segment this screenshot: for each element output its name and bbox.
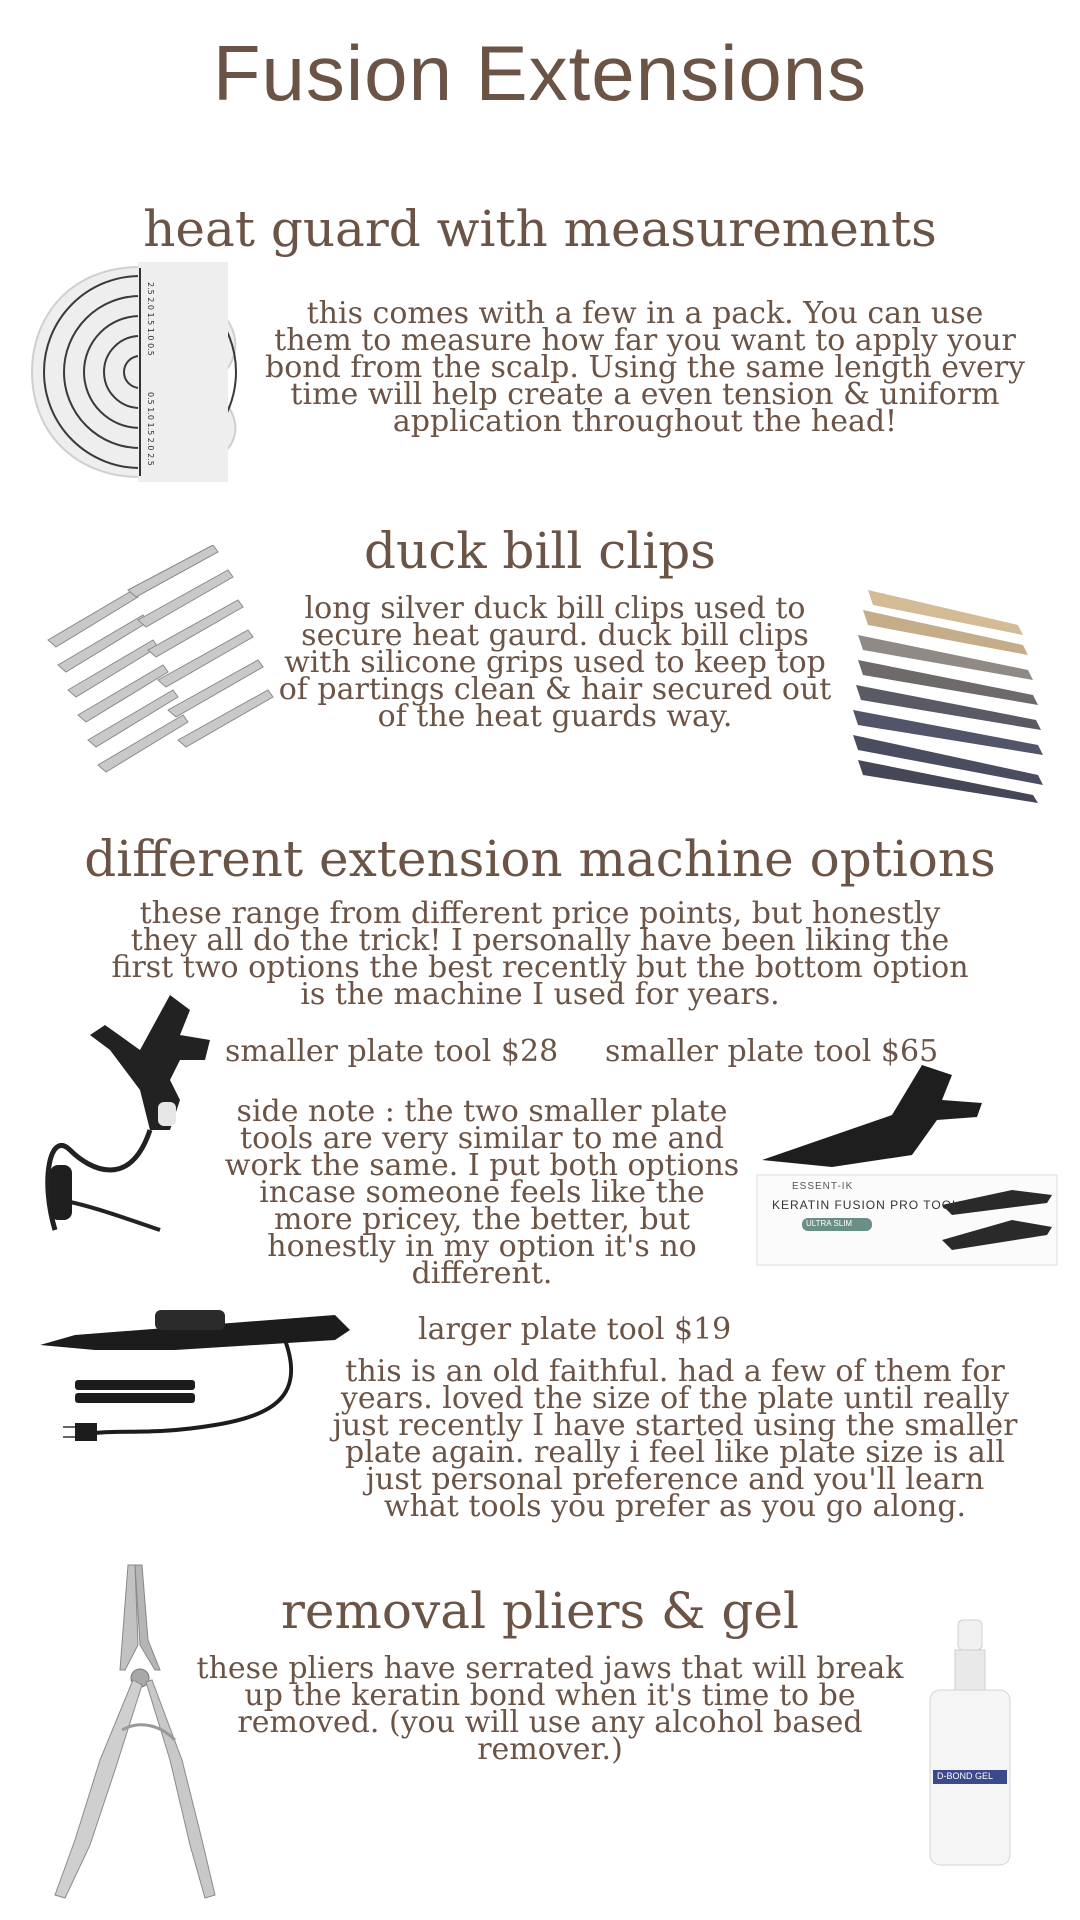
tool2-label: smaller plate tool $65 (605, 1034, 939, 1069)
tool1-label: smaller plate tool $28 (225, 1034, 559, 1069)
ruler-top-text: 2.5 2.0 1.5 1.0 0.5 (146, 282, 155, 356)
heat-guard-body: this comes with a few in a pack. You can use them to measure how far you want to apply your bond from the scalp. Using the same length every time will help create a even tension & uniform application throughout the head! (265, 296, 1025, 439)
tool3-label: larger plate tool $19 (418, 1312, 732, 1347)
box-brand: ESSENT-IK (792, 1181, 854, 1192)
gel-bottle-image (925, 1615, 1015, 1870)
tool3-body: this is an old faithful. had a few of them for years. loved the size of the plate until really just recently I have started using the smaller plate again. really i feel like plate size is all just personal preference and you'll learn what tools you prefer as you go along. (332, 1354, 1018, 1524)
removal-body: these pliers have serrated jaws that will break up the keratin bond when it's time to be removed. (you will use any alcohol based remover.) (196, 1651, 904, 1767)
machines-intro: these range from different price points, but honestly they all do the trick! I personally have been liking the first two options the best recently but the bottom option is the machine I used for years. (111, 896, 969, 1012)
side-note: side note : the two smaller plate tools are very similar to me and work the same. I put both options incase someone feels like the more pricey, the better, but honestly in my option it's no different. (224, 1094, 740, 1291)
box-badge: ULTRA SLIM (806, 1219, 853, 1228)
heat-guard-image (30, 262, 240, 482)
machines-heading: different extension machine options (84, 830, 996, 888)
page-title: Fusion Extensions (212, 29, 868, 117)
tool3-image (35, 1305, 355, 1465)
silver-clips-image (38, 545, 278, 795)
tool2-image (752, 1055, 1062, 1275)
tool1-image (30, 990, 220, 1240)
duck-bill-heading: duck bill clips (364, 522, 716, 580)
heat-guard-heading: heat guard with measurements (143, 200, 937, 258)
removal-heading: removal pliers & gel (281, 1582, 799, 1640)
bottle-label: D-BOND GEL (937, 1771, 994, 1781)
ruler-bottom-text: 0.5 1.0 1.5 2.0 2.5 (146, 392, 155, 466)
duck-bill-body: long silver duck bill clips used to secure heat gaurd. duck bill clips with silicone grips used to keep top of partings clean & hair secured out of the heat guards way. (278, 591, 832, 734)
colored-clips-image (848, 580, 1048, 805)
box-title: KERATIN FUSION PRO TOOL (772, 1198, 960, 1212)
